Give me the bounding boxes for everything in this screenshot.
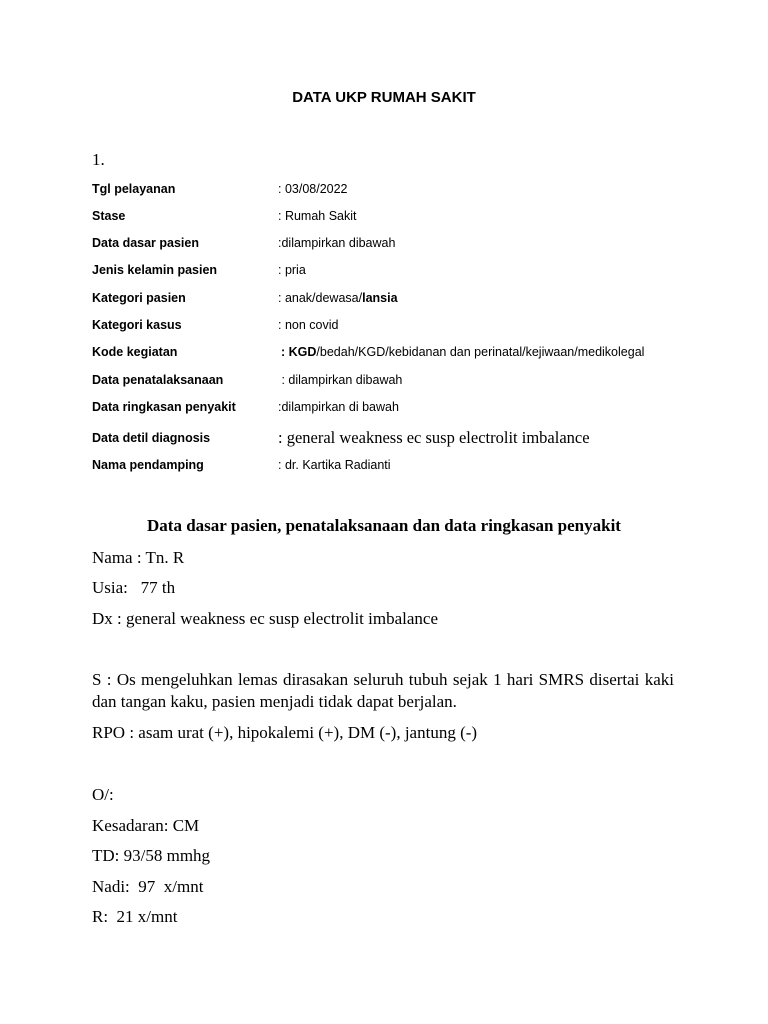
field-value-highlight: lansia xyxy=(362,291,398,305)
field-value: : dilampirkan dibawah xyxy=(278,373,403,387)
field-value: :dilampirkan di bawah xyxy=(278,400,399,414)
field-label: Stase xyxy=(92,209,126,223)
patient-name: Nama : Tn. R xyxy=(92,548,185,567)
field-value-highlight: : KGD xyxy=(281,345,317,359)
patient-age: Usia: 77 th xyxy=(92,578,176,597)
respiration-line: R: 21 x/mnt xyxy=(92,907,178,926)
field-row-jenis-kelamin xyxy=(92,263,732,283)
field-label: Data ringkasan penyakit xyxy=(92,400,236,414)
field-row-data-penatalaksanaan xyxy=(92,373,732,393)
field-label: Kategori kasus xyxy=(92,318,182,332)
field-value-prefix: : anak/dewasa/ xyxy=(278,291,363,305)
field-label: Nama pendamping xyxy=(92,458,204,472)
field-row-data-ringkasan xyxy=(92,400,732,420)
kesadaran-line: Kesadaran: CM xyxy=(92,816,200,835)
field-value xyxy=(281,345,644,359)
pulse-line: Nadi: 97 x/mnt xyxy=(92,877,204,896)
field-value: : non covid xyxy=(278,318,339,332)
field-row-kode-kegiatan xyxy=(92,345,732,365)
field-row-stase xyxy=(92,209,732,229)
document-title: DATA UKP RUMAH SAKIT xyxy=(292,89,476,106)
field-value: : 03/08/2022 xyxy=(278,182,348,196)
field-value: : dr. Kartika Radianti xyxy=(278,458,391,472)
rpo-line: RPO : asam urat (+), hipokalemi (+), DM (-), jantung (-) xyxy=(92,723,478,742)
field-label: Tgl pelayanan xyxy=(92,182,176,196)
field-row-kategori-kasus xyxy=(92,318,732,338)
field-row-nama-pendamping xyxy=(92,458,732,478)
subjective-paragraph: S : Os mengeluhkan lemas dirasakan seluruh tubuh sejak 1 hari SMRS disertai kaki dan tangan kaku, pasien menjadi tidak dapat berjalan. xyxy=(92,670,674,711)
item-number: 1. xyxy=(92,150,105,169)
diagnosis-line: Dx : general weakness ec susp electrolit imbalance xyxy=(92,609,439,628)
field-value: : general weakness ec susp electrolit imbalance xyxy=(278,428,590,447)
field-value: :dilampirkan dibawah xyxy=(278,236,396,250)
field-label: Kode kegiatan xyxy=(92,345,178,359)
section-heading: Data dasar pasien, penatalaksanaan dan data ringkasan penyakit xyxy=(147,516,621,535)
field-row-kategori-pasien xyxy=(92,291,732,311)
field-value: : Rumah Sakit xyxy=(278,209,357,223)
field-value-rest: /bedah/KGD/kebidanan dan perinatal/kejiwaan/medikolegal xyxy=(316,345,645,359)
field-row-tgl-pelayanan xyxy=(92,182,732,202)
field-label: Jenis kelamin pasien xyxy=(92,263,218,277)
field-label: Data dasar pasien xyxy=(92,236,199,250)
field-row-data-dasar-pasien xyxy=(92,236,732,256)
blood-pressure-line: TD: 93/58 mmhg xyxy=(92,846,211,865)
field-label: Data detil diagnosis xyxy=(92,431,211,445)
field-row-data-detil-diagnosis xyxy=(92,428,732,451)
field-value xyxy=(278,291,398,305)
field-label: Kategori pasien xyxy=(92,291,186,305)
field-label: Data penatalaksanaan xyxy=(92,373,224,387)
objective-label: O/: xyxy=(92,785,114,804)
field-value: : pria xyxy=(278,263,306,277)
